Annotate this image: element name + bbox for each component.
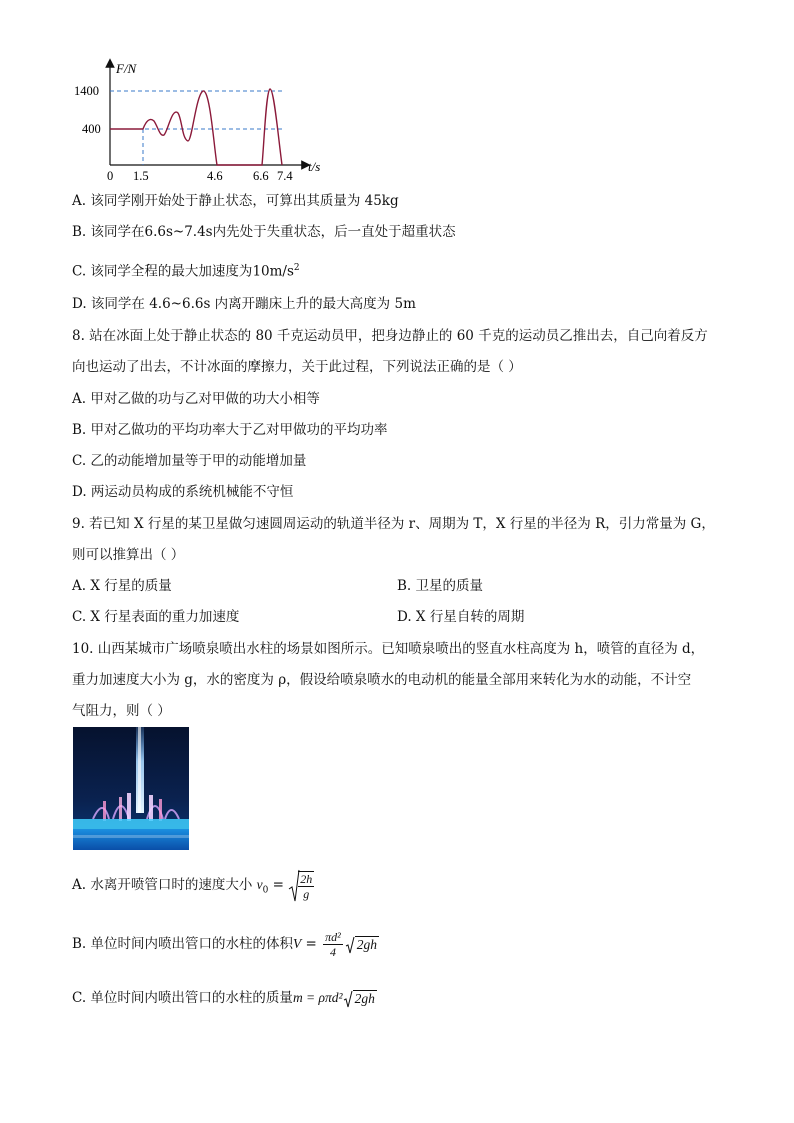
q10-stem-line1: 10. 山西某城市广场喷泉喷出水柱的场景如图所示。已知喷泉喷出的竖直水柱高度为 h，喷管的直径为 d， — [72, 641, 705, 657]
q9-stem-line1: 9. 若已知 X 行星的某卫星做匀速圆周运动的轨道半径为 r、周期为 T，X 行星的半径为 R，引力常量为 G， — [72, 516, 715, 532]
q10-option-b-text: B. 单位时间内喷出管口的水柱的体积 — [72, 936, 294, 952]
q10-option-b-eq: = — [301, 936, 322, 952]
q10-option-b — [72, 927, 379, 962]
q10-option-c — [72, 987, 377, 1010]
x-axis-label: t/s — [308, 159, 321, 174]
q10-option-a-eq: = — [268, 877, 289, 893]
q10-option-b-den: 4 — [329, 945, 336, 959]
q10-option-b-frac — [323, 930, 343, 959]
q10-option-a-sqrt — [288, 868, 316, 903]
q8-stem-line2: 向也运动了出去，不计冰面的摩擦力，关于此过程，下列说法正确的是（ ） — [72, 359, 522, 375]
q9-option-d: D. X 行星自转的周期 — [397, 609, 525, 625]
y-tick-400: 400 — [82, 122, 101, 136]
q7-option-c-value: 10m/s — [252, 263, 294, 280]
q8-option-b: B. 甲对乙做功的平均功率大于乙对甲做功的平均功率 — [72, 422, 388, 438]
q10-option-b-num: πd² — [325, 930, 341, 944]
q9-option-a: A. X 行星的质量 — [72, 578, 172, 594]
q9-stem-line2: 则可以推算出（ ） — [72, 547, 185, 563]
q8-option-d: D. 两运动员构成的系统机械能不守恒 — [72, 484, 294, 500]
radical-icon — [345, 936, 355, 954]
q10-option-c-sqrt — [343, 988, 377, 1010]
q10-option-a-text: A. 水离开喷管口时的速度大小 — [72, 877, 253, 893]
q10-option-c-text: C. 单位时间内喷出管口的水柱的质量 — [72, 990, 293, 1006]
q7-option-c — [72, 259, 300, 281]
q10-option-b-sqrt — [345, 928, 379, 962]
q7-option-d: D. 该同学在 4.6~6.6s 内离开蹦床上升的最大高度为 5m — [72, 296, 416, 312]
x-tick-1.5: 1.5 — [133, 169, 149, 183]
q10-stem-line2: 重力加速度大小为 g，水的密度为 ρ，假设给喷泉喷水的电动机的能量全部用来转化为水的动能，不计空 — [72, 672, 692, 688]
q7-option-b: B. 该同学在6.6s~7.4s内先处于失重状态，后一直处于超重状态 — [72, 224, 456, 240]
x-tick-0: 0 — [107, 169, 114, 183]
radical-icon — [343, 990, 353, 1008]
force-time-graph — [70, 55, 350, 187]
x-tick-4.6: 4.6 — [207, 169, 223, 183]
x-tick-7.4: 7.4 — [277, 169, 293, 183]
q10-option-a-var: v — [256, 877, 263, 892]
q7-option-c-exp: 2 — [293, 263, 300, 273]
q9-option-c: C. X 行星表面的重力加速度 — [72, 609, 240, 625]
force-curve — [110, 89, 282, 165]
x-tick-6.6: 6.6 — [253, 169, 269, 183]
q10-option-a-frac — [298, 871, 314, 901]
q10-stem-line3: 气阻力，则（ ） — [72, 703, 171, 719]
q10-option-c-root: 2gh — [354, 990, 375, 1006]
q10-option-a-den: g — [303, 886, 310, 901]
q8-option-a: A. 甲对乙做的功与乙对甲做的功大小相等 — [72, 391, 320, 407]
q10-option-a — [72, 868, 316, 908]
q7-option-c-text: C. 该同学全程的最大加速度为 — [72, 263, 253, 280]
q7-option-a: A. 该同学刚开始处于静止状态，可算出其质量为 45kg — [72, 193, 399, 209]
q10-option-a-sub: 0 — [262, 885, 269, 896]
q9-option-b: B. 卫星的质量 — [397, 578, 484, 594]
q8-stem-line1: 8. 站在冰面上处于静止状态的 80 千克运动员甲，把身边静止的 60 千克的运动员乙推出去，自己向着反方 — [72, 328, 708, 344]
q10-option-b-var: V — [293, 936, 302, 951]
q10-option-a-num: 2h — [300, 871, 313, 886]
q10-option-b-root: 2gh — [356, 936, 378, 952]
fountain-photo — [73, 727, 189, 850]
y-axis-label: F/N — [116, 61, 137, 76]
y-tick-1400: 1400 — [74, 84, 99, 98]
q8-option-c: C. 乙的动能增加量等于甲的动能增加量 — [72, 453, 307, 469]
q10-option-c-expr: m = ρπd² — [292, 990, 343, 1005]
